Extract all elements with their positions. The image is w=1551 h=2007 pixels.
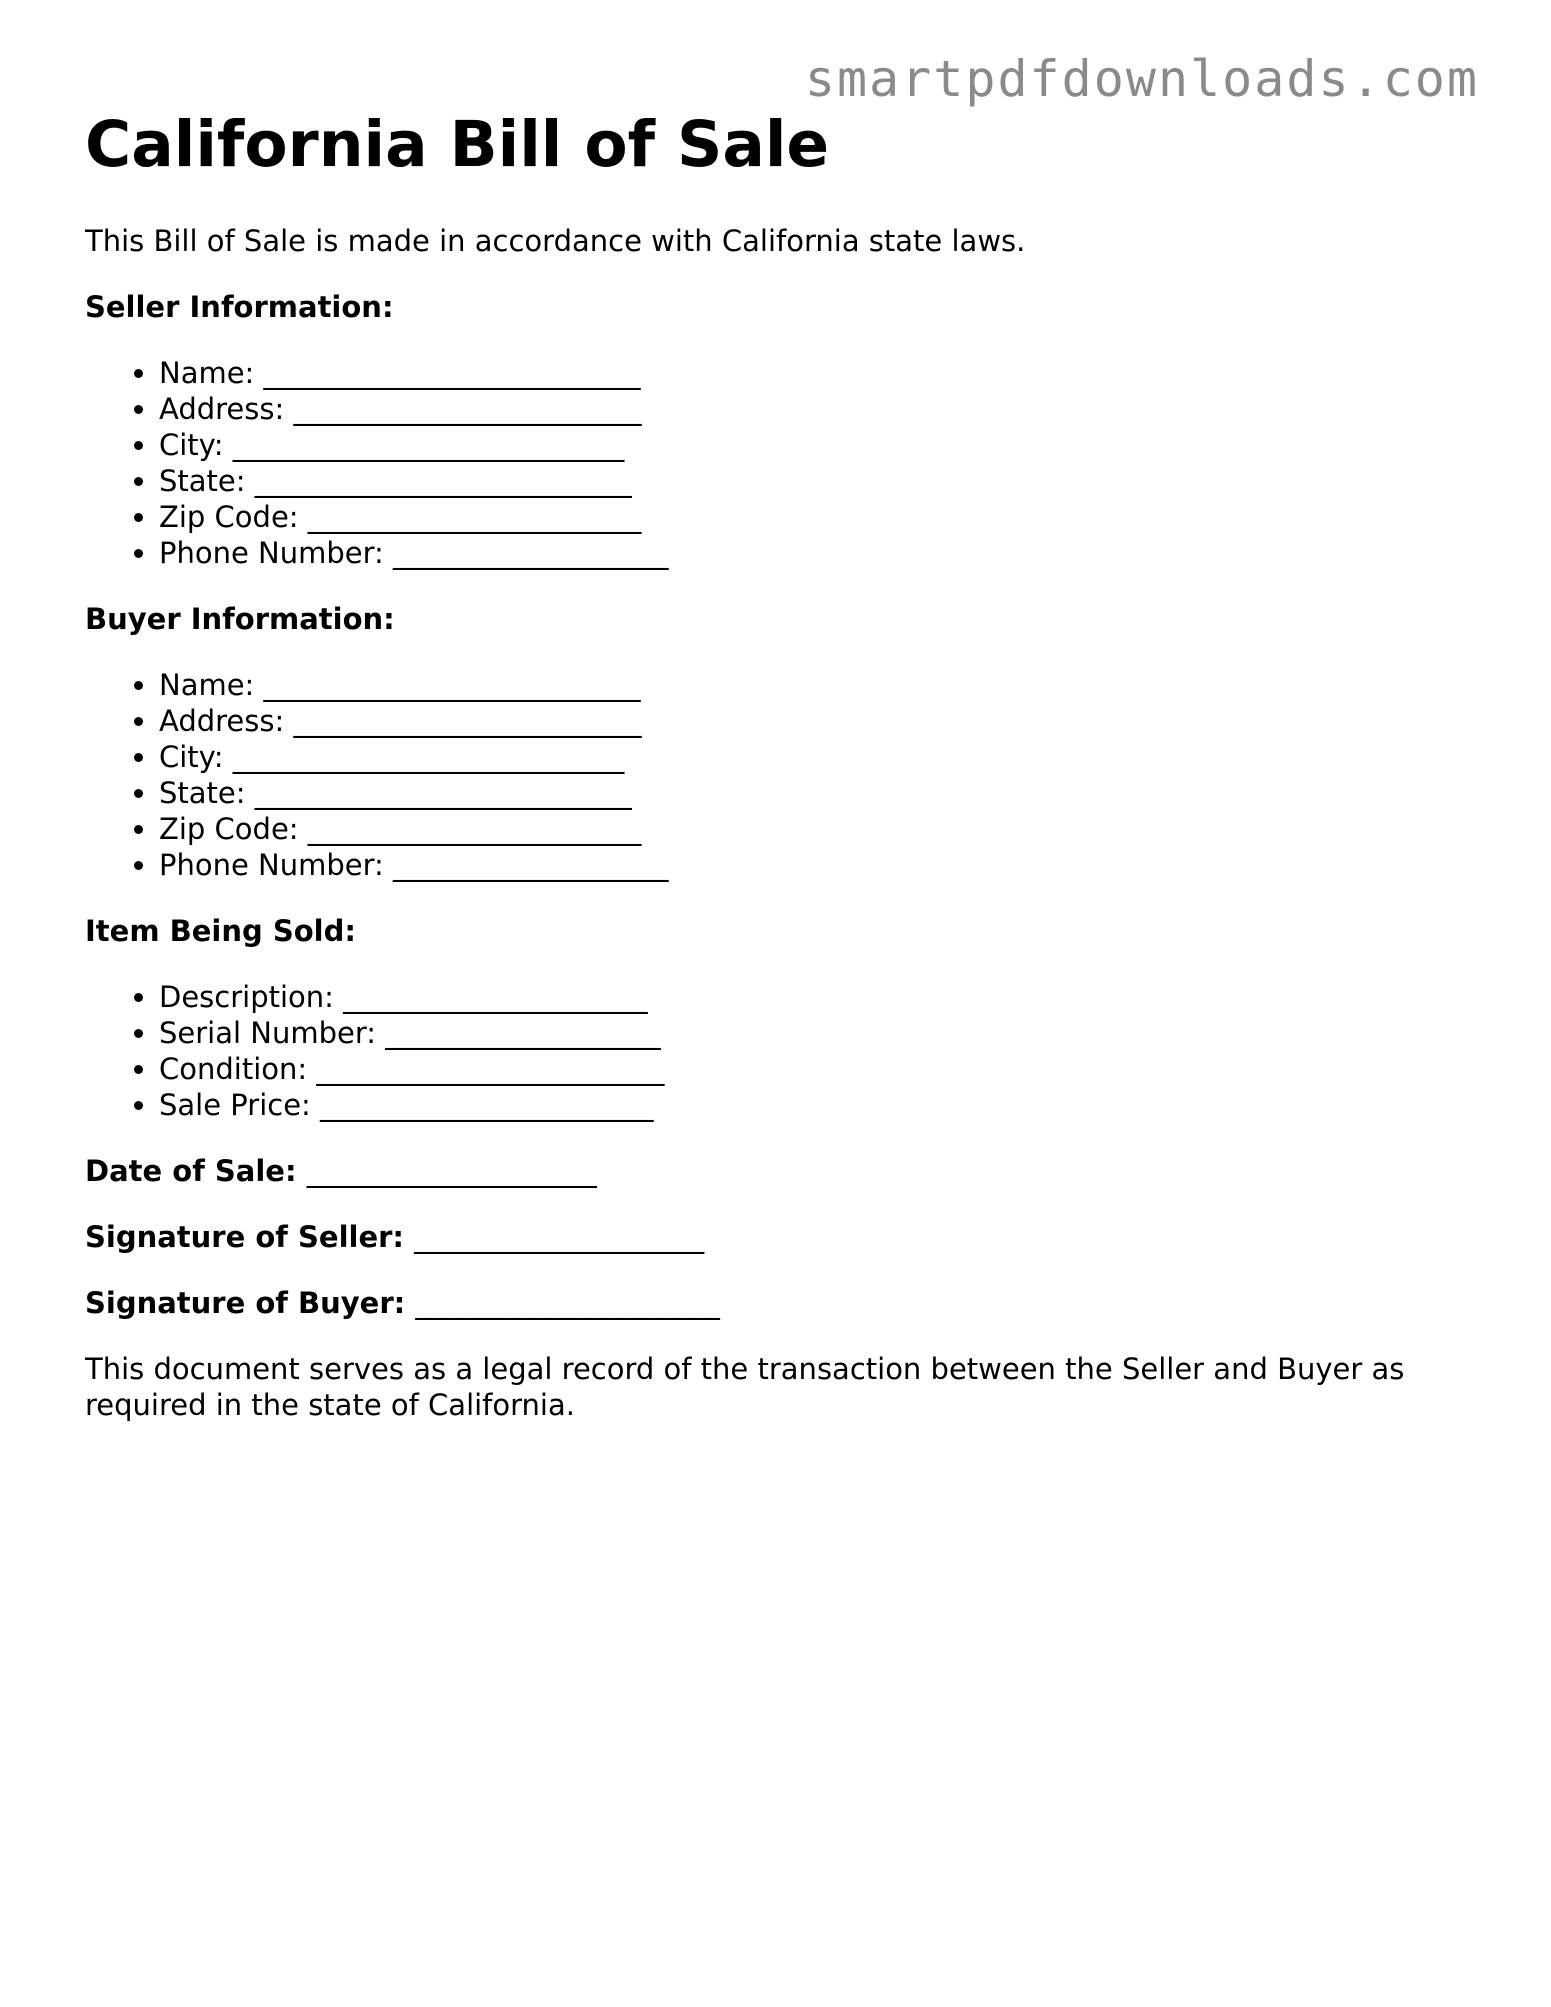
field-label: Name: <box>159 668 255 702</box>
closing-paragraph: This document serves as a legal record of the transaction between the Seller and Buyer as required in the state of California. <box>85 1352 1405 1422</box>
field-blank[interactable]: _____________________ <box>343 980 648 1014</box>
document-page <box>85 105 1485 1423</box>
field-blank[interactable]: ____________________ <box>414 1220 705 1254</box>
field-blank[interactable]: ___________________________ <box>232 740 625 774</box>
item-field-list <box>85 979 1485 1123</box>
buyer-field-list <box>85 667 1485 883</box>
field-label: Signature of Buyer: <box>85 1286 406 1320</box>
buyer-city-field[interactable] <box>159 739 1485 775</box>
item-price-field[interactable] <box>159 1087 1485 1123</box>
field-label: Condition: <box>159 1052 308 1086</box>
seller-zip-field[interactable] <box>159 499 1485 535</box>
seller-phone-field[interactable] <box>159 535 1485 571</box>
field-label: State: <box>159 464 246 498</box>
field-blank[interactable]: _______________________ <box>307 500 642 534</box>
field-blank[interactable]: _____________________ <box>415 1286 720 1320</box>
field-label: Address: <box>159 392 285 426</box>
field-blank[interactable]: __________________________ <box>263 356 641 390</box>
seller-name-field[interactable] <box>159 355 1485 391</box>
watermark-text: smartpdfdownloads.com <box>804 50 1479 108</box>
item-section-heading: Item Being Sold: <box>85 914 356 948</box>
field-blank[interactable]: ___________________ <box>393 536 669 570</box>
field-blank[interactable]: ________________________ <box>293 704 642 738</box>
field-label: City: <box>159 740 224 774</box>
buyer-phone-field[interactable] <box>159 847 1485 883</box>
field-label: Phone Number: <box>159 848 384 882</box>
buyer-name-field[interactable] <box>159 667 1485 703</box>
seller-section-heading: Seller Information: <box>85 290 394 324</box>
field-label: State: <box>159 776 246 810</box>
field-label: Sale Price: <box>159 1088 311 1122</box>
item-serial-field[interactable] <box>159 1015 1485 1051</box>
field-blank[interactable]: __________________________ <box>254 776 632 810</box>
field-blank[interactable]: ________________________ <box>316 1052 665 1086</box>
field-blank[interactable]: __________________________ <box>263 668 641 702</box>
buyer-state-field[interactable] <box>159 775 1485 811</box>
field-label: Zip Code: <box>159 500 299 534</box>
buyer-zip-field[interactable] <box>159 811 1485 847</box>
field-label: Name: <box>159 356 255 390</box>
field-label: Serial Number: <box>159 1016 377 1050</box>
date-of-sale-field[interactable] <box>85 1153 1485 1189</box>
intro-paragraph: This Bill of Sale is made in accordance with California state laws. <box>85 224 1026 258</box>
field-label: Zip Code: <box>159 812 299 846</box>
seller-signature-field[interactable] <box>85 1219 1485 1255</box>
seller-field-list <box>85 355 1485 571</box>
field-label: Signature of Seller: <box>85 1220 405 1254</box>
seller-address-field[interactable] <box>159 391 1485 427</box>
buyer-signature-field[interactable] <box>85 1285 1485 1321</box>
field-label: Date of Sale: <box>85 1154 297 1188</box>
field-blank[interactable]: ___________________________ <box>232 428 625 462</box>
item-description-field[interactable] <box>159 979 1485 1015</box>
buyer-section-heading: Buyer Information: <box>85 602 395 636</box>
field-blank[interactable]: _______________________ <box>307 812 642 846</box>
field-blank[interactable]: ___________________ <box>393 848 669 882</box>
field-label: Phone Number: <box>159 536 384 570</box>
field-blank[interactable]: _______________________ <box>320 1088 654 1122</box>
field-blank[interactable]: ________________________ <box>293 392 642 426</box>
field-label: Description: <box>159 980 334 1014</box>
field-label: City: <box>159 428 224 462</box>
seller-city-field[interactable] <box>159 427 1485 463</box>
field-blank[interactable]: ____________________ <box>306 1154 597 1188</box>
field-blank[interactable]: ___________________ <box>385 1016 661 1050</box>
field-label: Address: <box>159 704 285 738</box>
field-blank[interactable]: __________________________ <box>254 464 632 498</box>
document-title: California Bill of Sale <box>85 108 830 181</box>
item-condition-field[interactable] <box>159 1051 1485 1087</box>
buyer-address-field[interactable] <box>159 703 1485 739</box>
seller-state-field[interactable] <box>159 463 1485 499</box>
